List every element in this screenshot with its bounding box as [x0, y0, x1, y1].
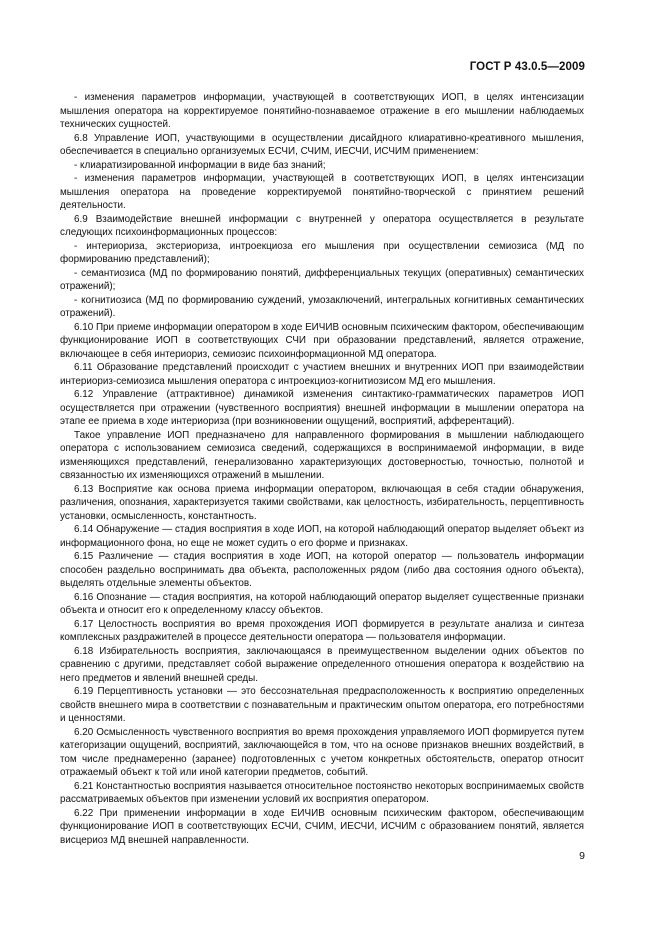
paragraph: 6.20 Осмысленность чувственного восприятия во время прохождения управляемого ИОП формируется путем категоризации ощущений, восприятий, заключающейся в том, что на основе признаков внешних воздействий, в том числе преднамеренно (заранее) подготовленных с учетом конкретных обстоятельств, оператор относит отражаемый объект к той или иной категории предметов, событий. [60, 726, 584, 778]
paragraph: 6.9 Взаимодействие внешней информации с внутренней у оператора осуществляется в результате следующих психоинформационных процессов: [60, 213, 584, 238]
paragraph: Такое управление ИОП предназначено для направленного формирования в мышлении наблюдающего оператора с использованием семиозиса сведений, содержащихся в воспринимаемой информации, в виде изменяющихся представлений, генерализованно характеризующих достоверностью, точностью, полнотой и связанностью их изменяющихся отражений в мышлении. [60, 429, 584, 481]
paragraph: 6.19 Перцептивность установки — это бессознательная предрасположенность к восприятию определенных свойств внешнего мира в соответствии с познавательным и практическим опытом оператора, его потребностями и ценностями. [60, 686, 584, 724]
paragraph: 6.21 Константностью восприятия называется относительное постоянство некоторых воспринимаемых свойств рассматриваемых объектов при изменении условий их восприятия оператором. [60, 780, 584, 805]
paragraph: 6.10 При приеме информации оператором в ходе ЕИЧИВ основным психическим фактором, обеспечивающим функционирование ИОП в соответствующих СЧИ при образовании представлений, является отражение, включающее в себя интериориз, семиозис психоинформационной МД оператора. [60, 321, 584, 360]
paragraph: 6.13 Восприятие как основа приема информации оператором, включающая в себя стадии обнаружения, различения, опознания, характеризуется такими свойствами, как целостность, избирательность, перцептивность установки, осмысленность, константность. [60, 483, 584, 522]
paragraph: 6.15 Различение — стадия восприятия в ходе ИОП, на которой оператор — пользователь информации способен раздельно воспринимать два объекта, расположенных рядом (либо два состояния одного объекта), выделять отдельные элементы объектов. [60, 551, 584, 589]
paragraph: 6.22 При применении информации в ходе ЕИЧИВ основным психическим фактором, обеспечивающим функционирование ИОП в соответствующих ЕСЧИ, СЧИМ, ИЕСЧИ, ИСЧИМ с образованием понятий, является висцериоз МД внешней направленности. [60, 807, 584, 846]
standard-header: ГОСТ Р 43.0.5—2009 [469, 61, 585, 73]
paragraph: 6.11 Образование представлений происходит с участием внешних и внутренних ИОП при взаимодействии интериориз-семиозиса мышления оператора с интроекциоз-когнитиозисом МД его мышления. [60, 362, 584, 387]
document-body [60, 91, 584, 847]
paragraph: - интериориза, экстериориза, интроекциоза его мышления при осуществлении семиозиса (МД по формированию представлений); [60, 240, 584, 265]
paragraph: - клиаратизированной информации в виде баз знаний; [74, 159, 326, 171]
paragraph: - когнитиозиса (МД по формированию суждений, умозаключений, интегральных когнитивных семантических отражений). [60, 294, 584, 319]
paragraph: 6.14 Обнаружение — стадия восприятия в ходе ИОП, на которой наблюдающий оператор выделяет объект из информационного фона, но еще не может судить о его форме и признаках. [60, 524, 584, 549]
paragraph: 6.8 Управление ИОП, участвующими в осуществлении дисайдного клиаративно-креативного мышления, обеспечивается в специально организуемых ЕСЧИ, СЧИМ, ИЕСЧИ, ИСЧИМ применением: [60, 132, 584, 157]
paragraph: 6.16 Опознание — стадия восприятия, на которой наблюдающий оператор выделяет существенные признаки объекта и относит его к определенному классу объектов. [60, 591, 584, 616]
paragraph: 6.12 Управление (аттрактивное) динамикой изменения синтактико-грамматических параметров ИОП осуществляется при отражении (чувственного восприятия) внешней информации в мышлении оператора на этапе ее приема в ходе интериориза (при возникновении ощущений, восприятий, афферентаций). [60, 389, 584, 427]
paragraph: 6.17 Целостность восприятия во время прохождения ИОП формируется в результате анализа и синтеза комплексных раздражителей в процессе деятельности оператора — пользователя информации. [60, 618, 584, 643]
paragraph: - изменения параметров информации, участвующей в соответствующих ИОП, в целях интенсизации мышления оператора на проведение корректируемой понятийно-творческой с принятием решений деятельности. [60, 173, 584, 211]
paragraph: 6.18 Избирательность восприятия, заключающаяся в преимущественном выделении одних объектов по сравнению с другими, представляет собой выражение определенного отношения оператора к воздействию на него предметов и явлений внешней среды. [60, 645, 584, 684]
paragraph: - семантиозиса (МД по формированию понятий, дифференциальных текущих (оперативных) семантических отражений); [60, 267, 584, 292]
page-number: 9 [579, 850, 585, 862]
paragraph: - изменения параметров информации, участвующей в соответствующих ИОП, в целях интенсизации мышления оператора на корректируемое понятийно-познаваемое отражение в его мышлении наблюдаемых технических сущностей. [60, 92, 584, 130]
